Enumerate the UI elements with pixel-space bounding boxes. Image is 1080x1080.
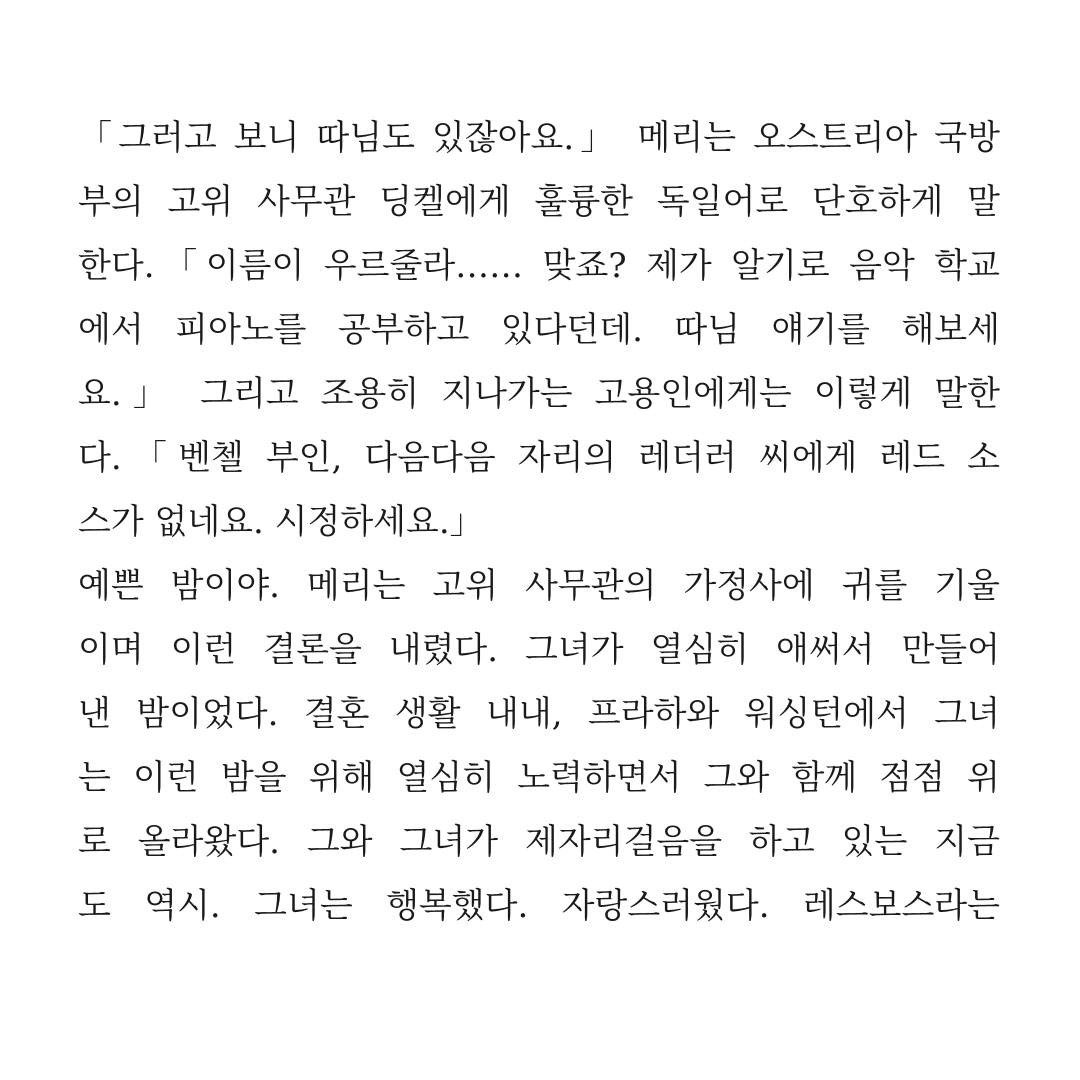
text-line-13: 도 역시. 그녀는 행복했다. 자랑스러웠다. 레스보스라는 xyxy=(78,886,1000,926)
text-line-12: 로 올라왔다. 그와 그녀가 제자리걸음을 하고 있는 지금 xyxy=(78,822,1000,862)
text-line-4: 에서 피아노를 공부하고 있다던데. 따님 얘기를 해보세 xyxy=(78,310,1000,350)
text-line-5: 요.」 그리고 조용히 지나가는 고용인에게는 이렇게 말한 xyxy=(78,374,1000,414)
text-line-2: 부의 고위 사무관 딩켈에게 훌륭한 독일어로 단호하게 말 xyxy=(78,182,1000,222)
text-line-1: 「그러고 보니 따님도 있잖아요.」 메리는 오스트리아 국방 xyxy=(78,118,1000,158)
text-line-3: 한다.「이름이 우르줄라…… 맞죠? 제가 알기로 음악 학교 xyxy=(78,246,1000,286)
text-line-6: 다.「벤첼 부인, 다음다음 자리의 레더러 씨에게 레드 소 xyxy=(78,438,1000,478)
body-text xyxy=(78,106,1000,938)
text-line-11: 는 이런 밤을 위해 열심히 노력하면서 그와 함께 점점 위 xyxy=(78,758,1000,798)
text-line-7: 스가 없네요. 시정하세요.」 xyxy=(78,502,484,542)
text-line-8: 예쁜 밤이야. 메리는 고위 사무관의 가정사에 귀를 기울 xyxy=(78,566,1000,606)
text-line-10: 낸 밤이었다. 결혼 생활 내내, 프라하와 워싱턴에서 그녀 xyxy=(78,694,1000,734)
text-line-9: 이며 이런 결론을 내렸다. 그녀가 열심히 애써서 만들어 xyxy=(78,630,1000,670)
